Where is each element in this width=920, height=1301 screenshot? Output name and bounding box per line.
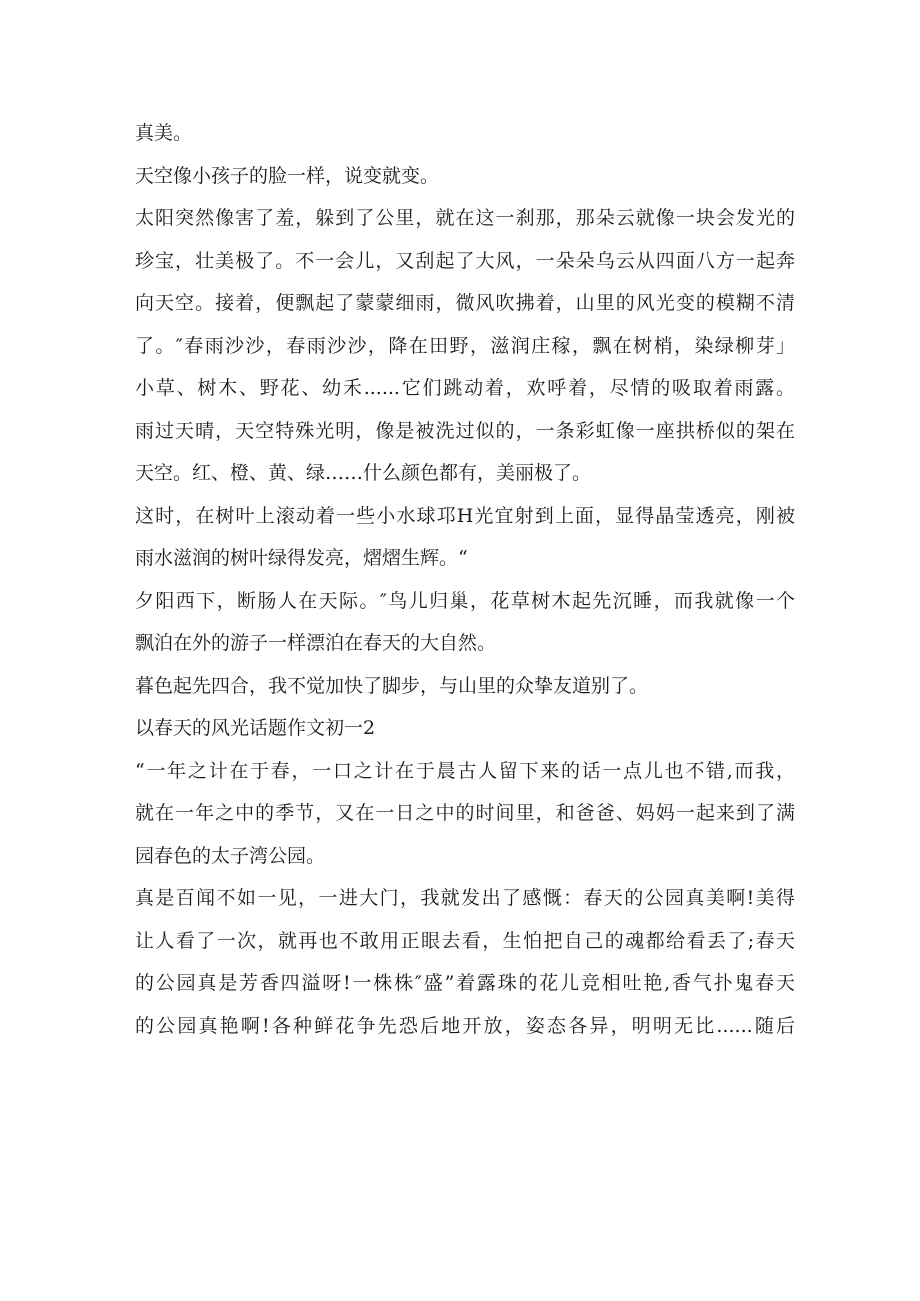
text-line: 小草、树木、野花、幼禾......它们跳动着，欢呼着，尽情的吸取着雨露。 [135,377,795,399]
text-line: 就在一年之中的季节，又在一日之中的时间里，和爸爸、妈妈一起来到了满 [135,802,795,824]
text-line: 让人看了一次，就再也不敢用正眼去看，生怕把自己的魂都给看丢了;春天 [135,929,795,952]
text-line: 的公园真是芳香四溢呀!一株株″盛”着露珠的花儿竞相吐艳,香气扑鬼春天 [135,972,795,994]
text-line: “一年之计在于春，一口之计在于晨古人留下来的话一点儿也不错,而我， [135,759,795,782]
text-line: 园春色的太子湾公园。 [135,844,326,867]
text-line: 天空。红、橙、黄、绿……什么颜色都有，美丽极了。 [135,462,592,484]
text-line: 向天空。接着，便飘起了蒙蒙细雨，微风吹拂着，山里的风光变的模糊不清 [135,292,795,314]
text-line: 天空像小孩子的脸一样，说变就变。 [135,164,440,187]
text-line: 这时，在树叶上滚动着一些小水球邛H光宜射到上面，显得晶莹透亮，刚被 [135,504,795,527]
text-line: 了。″春雨沙沙，春雨沙沙，降在田野，滋润庄稼，飘在树梢，染绿柳芽」 [135,334,795,357]
text-line: 太阳突然像害了羞，躲到了公里，就在这一刹那，那朵云就像一块会发光的 [135,207,795,229]
text-line: 真美。 [135,122,193,144]
text-line: 暮色起先四合，我不觉加快了脚步，与山里的众挚友道别了。 [135,674,649,697]
document-body [135,112,795,1047]
text-line: 珍宝，壮美极了。不一会儿，又刮起了大风，一朵朵乌云从四面八方一起奔 [135,249,795,272]
text-line: 飘泊在外的游子一样漂泊在春天的大自然。 [135,632,497,654]
text-line: 雨过天晴，天空特殊光明，像是被洗过似的，一条彩虹像一座拱桥似的架在 [135,419,795,442]
text-line: 雨水滋润的树叶绿得发亮，熠熠生辉。“ [135,547,468,569]
text-line: 夕阳西下，断肠人在天际。″鸟儿归巢，花草树木起先沉睡，而我就像一个 [135,589,795,612]
text-line: 真是百闻不如一见，一进大门，我就发出了感慨：春天的公园真美啊!美得 [135,887,795,909]
text-line: 的公园真艳啊!各种鲜花争先恐后地开放，姿态各异，明明无比......随后 [135,1014,795,1037]
text-line: 以春天的风光话题作文初一2 [135,717,376,739]
